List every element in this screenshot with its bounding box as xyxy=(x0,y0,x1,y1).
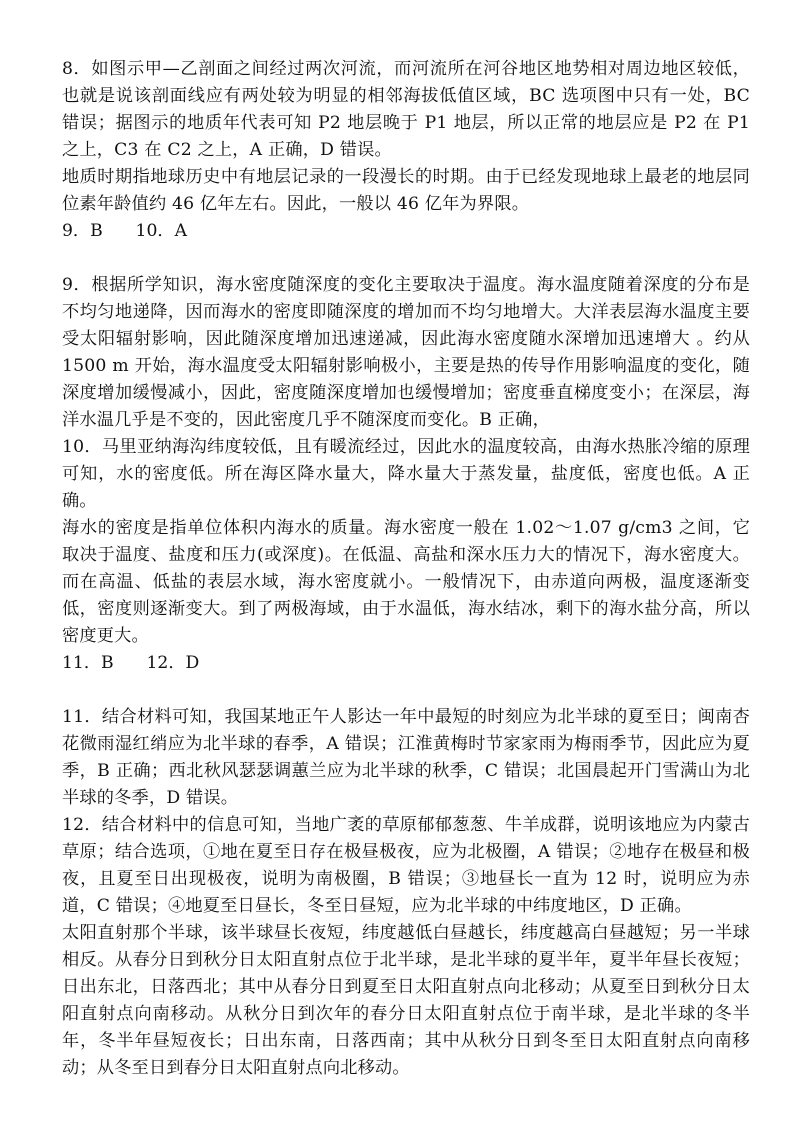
q8-note: 地质时期指地球历史中有地层记录的一段漫长的时期。由于已经发现地球上最老的地层同位素年龄值约 46 亿年左右。因此，一般以 46 亿年为界限。 xyxy=(62,167,750,214)
q8-explanation: 8．如图示甲—乙剖面之间经过两次河流，而河流所在河谷地区地势相对周边地区较低，也就是说该剖面线应有两处较为明显的相邻海拔低值区域，BC 选项图中只有一处，BC 错误；据图示的地质年代表可知 P2 地层晚于 P1 地层，所以正常的地层应是 P2 在 P1 之上，C3 在 C2 之上，A 正确，D 错误。 xyxy=(62,59,750,160)
q12-note: 太阳直射那个半球，该半球昼长夜短，纬度越低白昼越长，纬度越高白昼越短；另一半球相反。从春分日到秋分日太阳直射点位于北半球，是北半球的夏半年，夏半年昼长夜短；日出东北，日落西北；其中从春分日到夏至日太阳直射点向北移动；从夏至日到秋分日太阳直射点向南移动。从秋分日到次年的春分日太阳直射点位于南半球，是北半球的冬半年，冬半年昼短夜长；日出东南，日落西南；其中从秋分日到冬至日太阳直射点向南移动；从冬至日到春分日太阳直射点向北移动。 xyxy=(62,923,750,1078)
q12-explanation: 12．结合材料中的信息可知，当地广袤的草原郁郁葱葱、牛羊成群，说明该地应为内蒙古草原；结合选项，①地在夏至日存在极昼极夜，应为北极圈，A 错误；②地存在极昼和极夜，且夏至日出现极夜，说明为南极圈，B 错误；③地昼长一直为 12 时，说明应为赤道，C 错误；④地夏至日昼长，冬至日昼短，应为北半球的中纬度地区，D 正确。 xyxy=(62,815,750,916)
answers-9-10: 9．B 10．A xyxy=(62,221,188,241)
q11-explanation: 11．结合材料可知，我国某地正午人影达一年中最短的时刻应为北半球的夏至日；闽南杏花微雨湿红绡应为北半球的春季，A 错误；江淮黄梅时节家家雨为梅雨季节，因此应为夏季，B 正确；西北秋风瑟瑟调蕙兰应为北半球的秋季，C 错误；北国晨起开门雪满山为北半球的冬季，D 错误。 xyxy=(62,707,750,808)
document-page xyxy=(62,56,750,1082)
answers-11-12: 11．B 12．D xyxy=(62,653,200,673)
spacer xyxy=(62,245,750,272)
q10-explanation: 10．马里亚纳海沟纬度较低，且有暖流经过，因此水的温度较高，由海水热胀冷缩的原理可知，水的密度低。所在海区降水量大，降水量大于蒸发量，盐度低，密度也低。A 正确。 xyxy=(62,437,750,511)
q9-explanation: 9．根据所学知识，海水密度随深度的变化主要取决于温度。海水温度随着深度的分布是不均匀地递降，因而海水的密度即随深度的增加而不均匀地增大。大洋表层海水温度主要受太阳辐射影响，因此随深度增加迅速递减，因此海水密度随水深增加迅速增大 。约从 1500 m 开始，海水温度受太阳辐射影响极小，主要是热的传导作用影响温度的变化，随深度增加缓慢减小，因此，密度随深度增加也缓慢增加；密度垂直梯度变小；在深层，海洋水温几乎是不变的，因此密度几乎不随深度而变化。B 正确， xyxy=(62,275,750,430)
spacer xyxy=(62,677,750,704)
q10-note: 海水的密度是指单位体积内海水的质量。海水密度一般在 1.02～1.07 g/cm3 之间，它取决于温度、盐度和压力(或深度)。在低温、高盐和深水压力大的情况下，海水密度大。而在高温、低盐的表层水域，海水密度就小。一般情况下，由赤道向两极，温度逐渐变低，密度则逐渐变大。到了两极海域，由于水温低，海水结冰，剩下的海水盐分高，所以密度更大。 xyxy=(62,518,750,646)
